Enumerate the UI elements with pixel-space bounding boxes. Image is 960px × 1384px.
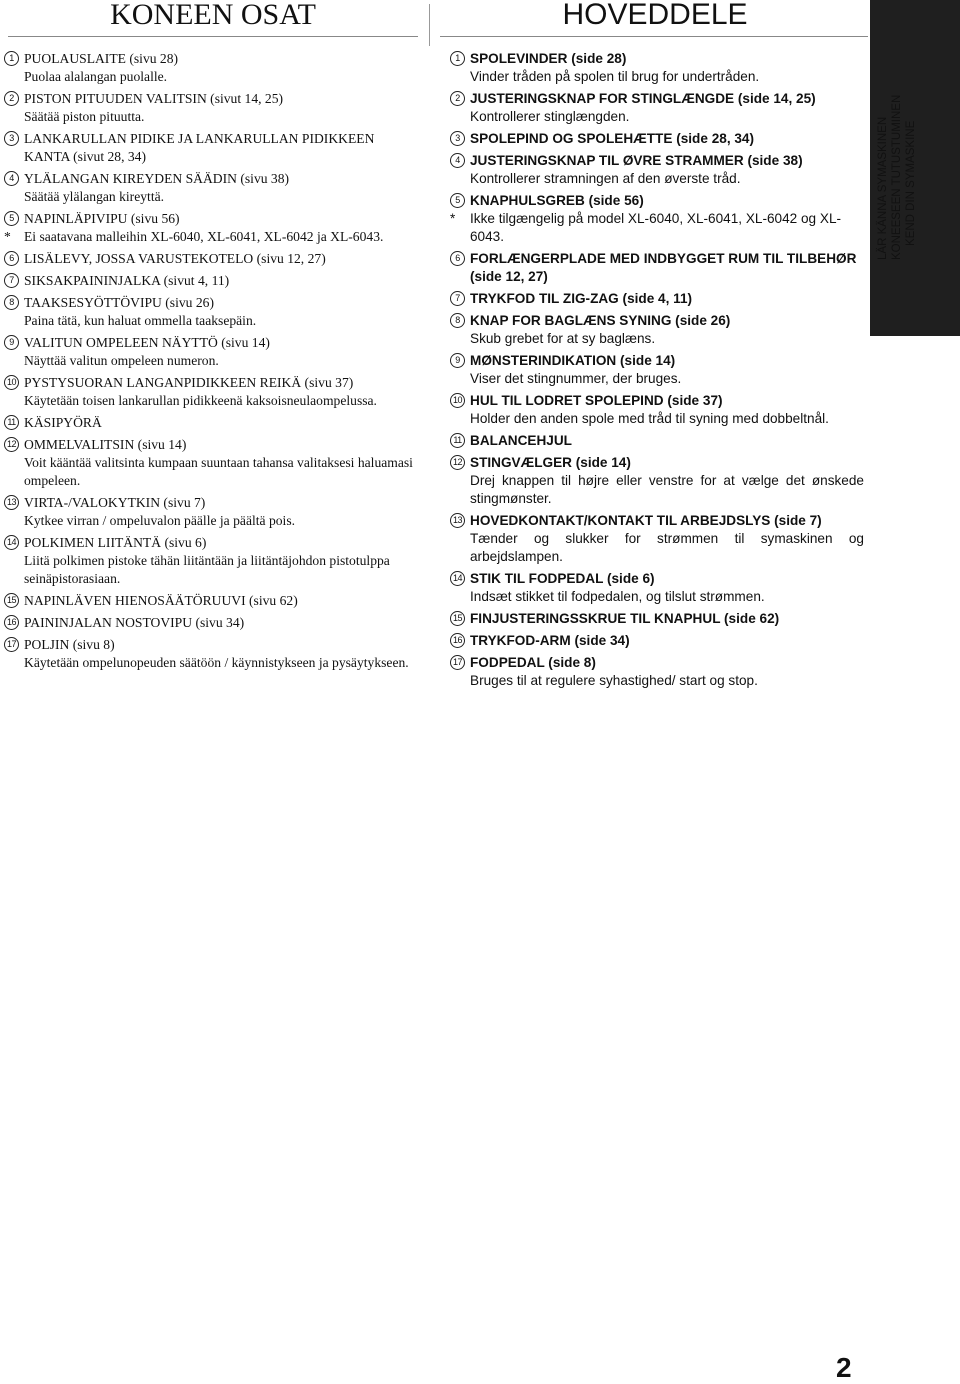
part-description: Holder den anden spole med tråd til syning med dobbeltnål. [470, 411, 829, 426]
item-number-badge: 7 [450, 291, 465, 306]
part-name: PUOLAUSLAITE (sivu 28) [24, 51, 179, 66]
part-description: Voit kääntää valitsinta kumpaan suuntaan tahansa valitaksesi haluamasi ompeleen. [24, 455, 413, 488]
part-description: Indsæt stikket til fodpedalen, og tilslut strømmen. [470, 589, 765, 604]
part-description: Kytkee virran / ompeluvalon päälle ja päältä pois. [24, 513, 296, 528]
part-item-finnish [4, 614, 420, 632]
part-description: Säätää ylälangan kireyttä. [24, 189, 165, 204]
part-description: Skub grebet for at sy baglæns. [470, 331, 656, 346]
part-item-finnish [4, 436, 420, 490]
part-item-danish [450, 432, 864, 450]
part-description: Viser det stingnummer, der bruges. [470, 371, 682, 386]
part-name: POLJIN (sivu 8) [24, 637, 115, 652]
part-item-finnish [4, 414, 420, 432]
part-item-danish [450, 50, 864, 86]
item-number-badge: 16 [450, 633, 465, 648]
item-number-badge: 10 [450, 393, 465, 408]
item-number-badge: 9 [4, 335, 19, 350]
part-name: KNAPHULSGREB (side 56) [470, 193, 644, 208]
item-number-badge: 3 [4, 131, 19, 146]
part-name: STINGVÆLGER (side 14) [470, 455, 631, 470]
part-description: Liitä polkimen pistoke tähän liitäntään ja liitäntäjohdon pistotulppa seinäpistorasiaan. [24, 553, 390, 586]
part-name: TAAKSESYÖTTÖVIPU (sivu 26) [24, 295, 214, 310]
part-description: Käytetään ompelunopeuden säätöön / käynnistykseen ja pysäytykseen. [24, 655, 409, 670]
part-description: Puolaa alalangan puolalle. [24, 69, 168, 84]
item-number-badge: 5 [4, 211, 19, 226]
item-number-badge: 14 [450, 571, 465, 586]
part-item-danish [450, 130, 864, 148]
section-tab-finnish: KONEESEEN TUTUSTUMINEN [891, 94, 903, 260]
item-number-badge: 1 [450, 51, 465, 66]
part-name: VIRTA-/VALOKYTKIN (sivu 7) [24, 495, 206, 510]
item-number-badge: 13 [450, 513, 465, 528]
item-number-badge: 13 [4, 495, 19, 510]
section-tab-swedish: LÄR KÄNNA SYMASKINEN [877, 116, 889, 260]
part-name: BALANCEHJUL [470, 433, 572, 448]
part-name: NAPINLÄPIVIPU (sivu 56) [24, 211, 180, 226]
item-number-badge: 4 [450, 153, 465, 168]
item-number-badge: 11 [450, 433, 465, 448]
part-name: VALITUN OMPELEEN NÄYTTÖ (sivu 14) [24, 335, 270, 350]
part-name: HUL TIL LODRET SPOLEPIND (side 37) [470, 393, 723, 408]
item-number-badge: 17 [4, 637, 19, 652]
part-item-danish [450, 152, 864, 188]
part-item-danish [450, 90, 864, 126]
part-description: Drej knappen til højre eller venstre for at vælge det ønskede stingmønster. [470, 473, 864, 506]
part-item-finnish [4, 636, 420, 672]
part-name: TRYKFOD-ARM (side 34) [470, 633, 630, 648]
part-item-finnish [4, 50, 420, 86]
part-name: JUSTERINGSKNAP FOR STINGLÆNGDE (side 14, 25) [470, 91, 816, 106]
item-number-badge: 9 [450, 353, 465, 368]
title-underline-danish [440, 36, 868, 37]
item-number-badge: 3 [450, 131, 465, 146]
part-item-danish [450, 392, 864, 428]
page-number: 2 [836, 1352, 852, 1383]
item-number-badge: 15 [450, 611, 465, 626]
item-number-badge: 6 [4, 251, 19, 266]
asterisk-marker: * [450, 211, 456, 226]
part-name: STIK TIL FODPEDAL (side 6) [470, 571, 655, 586]
part-item-finnish [4, 374, 420, 410]
part-item-finnish [4, 494, 420, 530]
item-number-badge: 14 [4, 535, 19, 550]
item-number-badge: 8 [4, 295, 19, 310]
parts-list-danish [450, 50, 864, 694]
part-item-finnish [4, 90, 420, 126]
availability-note-text: Ikke tilgængelig på model XL-6040, XL-6041, XL-6042 og XL-6043. [470, 211, 842, 244]
item-number-badge: 6 [450, 251, 465, 266]
part-description: Näyttää valitun ompeleen numeron. [24, 353, 219, 368]
part-item-danish [450, 632, 864, 650]
item-number-badge: 5 [450, 193, 465, 208]
part-description: Käytetään toisen lankarullan pidikkeenä kaksoisneulaompelussa. [24, 393, 377, 408]
item-number-badge: 16 [4, 615, 19, 630]
item-number-badge: 2 [450, 91, 465, 106]
part-description: Bruges til at regulere syhastighed/ start og stop. [470, 673, 758, 688]
availability-note [450, 210, 864, 246]
part-name: SPOLEPIND OG SPOLEHÆTTE (side 28, 34) [470, 131, 755, 146]
item-number-badge: 1 [4, 51, 19, 66]
part-item-danish [450, 454, 864, 508]
part-item-finnish [4, 130, 420, 166]
part-item-danish [450, 512, 864, 566]
part-name: TRYKFOD TIL ZIG-ZAG (side 4, 11) [470, 291, 693, 306]
part-name: NAPINLÄVEN HIENOSÄÄTÖRUUVI (sivu 62) [24, 593, 298, 608]
part-name: PISTON PITUUDEN VALITSIN (sivut 14, 25) [24, 91, 284, 106]
part-item-danish [450, 290, 864, 308]
item-number-badge: 11 [4, 415, 19, 430]
part-name: LISÄLEVY, JOSSA VARUSTEKOTELO (sivu 12, 27) [24, 251, 326, 266]
item-number-badge: 12 [4, 437, 19, 452]
item-number-badge: 15 [4, 593, 19, 608]
part-name: POLKIMEN LIITÄNTÄ (sivu 6) [24, 535, 207, 550]
part-description: Säätää piston pituutta. [24, 109, 145, 124]
parts-list-finnish [4, 50, 420, 676]
part-item-danish [450, 610, 864, 628]
item-number-badge: 10 [4, 375, 19, 390]
page-title-danish: HOVEDDELE [562, 0, 748, 31]
asterisk-marker: * [4, 229, 11, 244]
page-title-finnish: KONEEN OSAT [110, 0, 316, 31]
part-item-finnish [4, 294, 420, 330]
section-tab-danish: KEND DIN SYMASKINE [905, 120, 917, 246]
part-name: KNAP FOR BAGLÆNS SYNING (side 26) [470, 313, 731, 328]
part-name: OMMELVALITSIN (sivu 14) [24, 437, 187, 452]
part-name: FORLÆNGERPLADE MED INDBYGGET RUM TIL TILBEHØR (side 12, 27) [470, 251, 857, 284]
item-number-badge: 7 [4, 273, 19, 288]
part-description: Kontrollerer stramningen af den øverste tråd. [470, 171, 741, 186]
item-number-badge: 8 [450, 313, 465, 328]
part-name: JUSTERINGSKNAP TIL ØVRE STRAMMER (side 38) [470, 153, 803, 168]
part-item-danish [450, 250, 864, 286]
part-name: SIKSAKPAININJALKA (sivut 4, 11) [24, 273, 230, 288]
part-name: MØNSTERINDIKATION (side 14) [470, 353, 676, 368]
part-name: YLÄLANGAN KIREYDEN SÄÄDIN (sivu 38) [24, 171, 290, 186]
part-item-finnish [4, 170, 420, 206]
part-name: HOVEDKONTAKT/KONTAKT TIL ARBEJDSLYS (side 7) [470, 513, 822, 528]
column-divider [429, 4, 430, 46]
part-name: LANKARULLAN PIDIKE JA LANKARULLAN PIDIKKEEN KANTA (sivut 28, 34) [24, 131, 375, 164]
part-name: PAININJALAN NOSTOVIPU (sivu 34) [24, 615, 245, 630]
availability-note [4, 228, 420, 246]
part-name: SPOLEVINDER (side 28) [470, 51, 627, 66]
part-item-danish [450, 654, 864, 690]
part-description: Tænder og slukker for strømmen til symaskinen og arbejdslampen. [470, 531, 864, 564]
part-name: PYSTYSUORAN LANGANPIDIKKEEN REIKÄ (sivu 37) [24, 375, 354, 390]
part-item-finnish [4, 250, 420, 268]
part-description: Kontrollerer stinglængden. [470, 109, 630, 124]
part-name: FODPEDAL (side 8) [470, 655, 596, 670]
part-description: Vinder tråden på spolen til brug for undertråden. [470, 69, 760, 84]
part-item-finnish [4, 210, 420, 246]
part-description: Paina tätä, kun haluat ommella taaksepäin. [24, 313, 257, 328]
part-item-danish [450, 352, 864, 388]
part-item-danish [450, 570, 864, 606]
part-item-finnish [4, 334, 420, 370]
item-number-badge: 12 [450, 455, 465, 470]
part-name: KÄSIPYÖRÄ [24, 415, 102, 430]
title-underline-finnish [8, 36, 418, 37]
availability-note-text: Ei saatavana malleihin XL-6040, XL-6041, XL-6042 ja XL-6043. [24, 229, 384, 244]
item-number-badge: 2 [4, 91, 19, 106]
part-item-finnish [4, 592, 420, 610]
part-item-danish [450, 192, 864, 246]
item-number-badge: 17 [450, 655, 465, 670]
part-item-danish [450, 312, 864, 348]
part-name: FINJUSTERINGSSKRUE TIL KNAPHUL (side 62) [470, 611, 780, 626]
item-number-badge: 4 [4, 171, 19, 186]
part-item-finnish [4, 534, 420, 588]
part-item-finnish [4, 272, 420, 290]
